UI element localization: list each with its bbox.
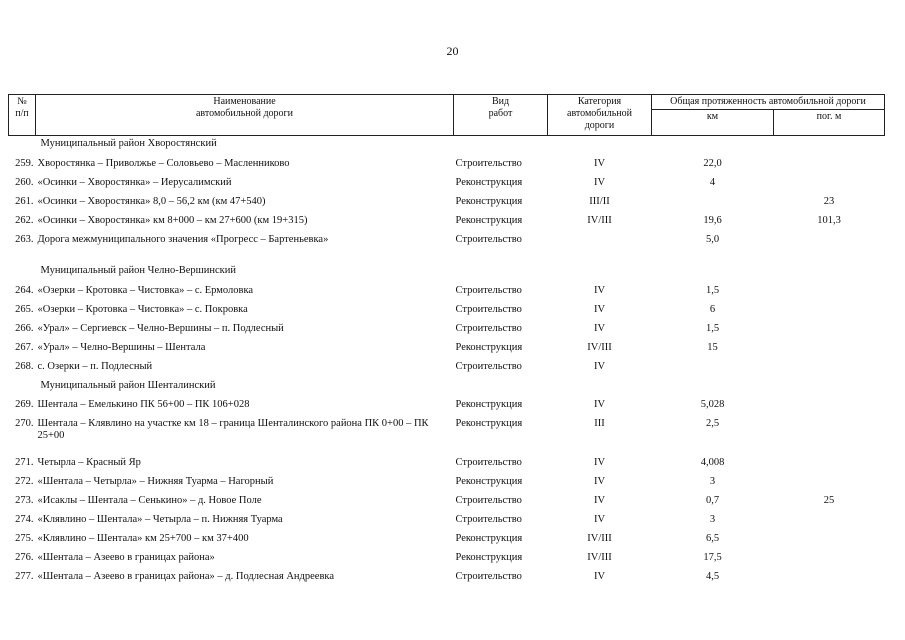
road-row bbox=[9, 397, 885, 416]
road-name: «Шентала – Азеево в границах района» – д. Подлесная Андреевка bbox=[37, 570, 335, 582]
road-row bbox=[9, 283, 885, 302]
length-km: 17,5 bbox=[703, 551, 722, 563]
header-category: Категория автомобильной дороги bbox=[548, 95, 652, 136]
road-name: «Озерки – Кротовка – Чистовка» – с. Ермоловка bbox=[37, 284, 254, 296]
header-km: км bbox=[652, 110, 774, 136]
road-category: IV bbox=[593, 513, 606, 525]
length-km: 19,6 bbox=[703, 214, 722, 226]
table-body bbox=[9, 136, 885, 588]
road-row bbox=[9, 569, 885, 588]
road-category: IV/III bbox=[587, 532, 612, 544]
work-type: Строительство bbox=[455, 157, 522, 169]
length-km: 4,5 bbox=[705, 570, 720, 582]
work-type: Реконструкция bbox=[455, 398, 523, 410]
road-name: Шентала – Емелькино ПК 56+00 – ПК 106+028 bbox=[37, 398, 250, 410]
road-row bbox=[9, 321, 885, 340]
header-pm: пог. м bbox=[774, 110, 885, 136]
road-name: «Клявлино – Шентала» км 25+700 – км 37+400 bbox=[37, 532, 249, 544]
length-km: 4,008 bbox=[700, 456, 725, 468]
road-name: Шентала – Клявлино на участке км 18 – граница Шенталинского района ПК 0+00 – ПК 25+00 bbox=[37, 417, 429, 441]
road-number: 276. bbox=[15, 551, 34, 563]
road-row bbox=[9, 175, 885, 194]
length-pm: 25 bbox=[823, 494, 835, 506]
length-km: 2,5 bbox=[705, 417, 720, 429]
road-name: «Озерки – Кротовка – Чистовка» – с. Покровка bbox=[37, 303, 248, 315]
work-type: Реконструкция bbox=[455, 532, 523, 544]
road-number: 260. bbox=[15, 176, 34, 188]
length-km: 6 bbox=[709, 303, 716, 315]
length-pm bbox=[774, 550, 885, 569]
length-km: 0,7 bbox=[705, 494, 720, 506]
road-number: 261. bbox=[15, 195, 34, 207]
header-road-name: Наименование автомобильной дороги bbox=[36, 95, 454, 136]
road-category bbox=[548, 232, 652, 263]
road-category: IV/III bbox=[587, 551, 612, 563]
length-km: 5,0 bbox=[705, 233, 720, 245]
length-pm: 101,3 bbox=[817, 214, 841, 226]
road-name: «Клявлино – Шентала» – Четырла – п. Нижняя Туарма bbox=[37, 513, 283, 525]
roads-table bbox=[8, 94, 885, 588]
road-name: «Исаклы – Шентала – Сенькино» – д. Новое Поле bbox=[37, 494, 262, 506]
district-name: Муниципальный район Хворостянский bbox=[40, 138, 217, 149]
length-km: 3 bbox=[709, 475, 716, 487]
road-number: 259. bbox=[15, 157, 34, 169]
header-length-group: Общая протяженность автомобильной дороги bbox=[652, 95, 885, 110]
road-row bbox=[9, 194, 885, 213]
road-row bbox=[9, 232, 885, 263]
road-category: IV bbox=[593, 570, 606, 582]
work-type: Строительство bbox=[455, 284, 522, 296]
length-pm bbox=[774, 359, 885, 378]
road-number: 270. bbox=[15, 417, 34, 429]
road-category: IV bbox=[593, 176, 606, 188]
road-name: Четырла – Красный Яр bbox=[37, 456, 141, 468]
road-name: с. Озерки – п. Подлесный bbox=[37, 360, 153, 372]
road-row bbox=[9, 302, 885, 321]
road-category: III bbox=[594, 417, 605, 429]
road-row bbox=[9, 156, 885, 175]
district-name: Муниципальный район Шенталинский bbox=[40, 379, 216, 391]
road-number: 269. bbox=[15, 398, 34, 410]
work-type: Строительство bbox=[455, 494, 522, 506]
road-category: IV bbox=[593, 494, 606, 506]
road-number: 262. bbox=[15, 214, 34, 226]
table-header bbox=[9, 95, 885, 136]
work-type: Реконструкция bbox=[455, 475, 523, 487]
road-category: III/II bbox=[589, 195, 610, 207]
length-pm bbox=[774, 569, 885, 588]
road-category: IV bbox=[593, 322, 606, 334]
work-type: Реконструкция bbox=[455, 195, 523, 207]
road-name: Дорога межмуниципального значения «Прогресс – Бартеньевка» bbox=[37, 233, 329, 245]
work-type: Строительство bbox=[455, 233, 522, 245]
work-type: Строительство bbox=[455, 360, 522, 372]
road-number: 275. bbox=[15, 532, 34, 544]
length-pm bbox=[774, 397, 885, 416]
road-number: 265. bbox=[15, 303, 34, 315]
road-number: 277. bbox=[15, 570, 34, 582]
road-row bbox=[9, 493, 885, 512]
work-type: Строительство bbox=[455, 303, 522, 315]
road-name: «Шентала – Четырла» – Нижняя Туарма – Нагорный bbox=[37, 475, 274, 487]
road-number: 274. bbox=[15, 513, 34, 525]
road-name: Хворостянка – Приволжье – Соловьево – Масленниково bbox=[37, 157, 290, 169]
length-pm bbox=[774, 283, 885, 302]
road-number: 272. bbox=[15, 475, 34, 487]
work-type: Реконструкция bbox=[455, 551, 523, 563]
road-row bbox=[9, 531, 885, 550]
road-category: IV bbox=[593, 157, 606, 169]
district-row bbox=[9, 136, 885, 156]
road-row bbox=[9, 213, 885, 232]
road-number: 267. bbox=[15, 341, 34, 353]
length-pm bbox=[774, 531, 885, 550]
length-pm bbox=[774, 512, 885, 531]
road-category: IV bbox=[593, 303, 606, 315]
road-row bbox=[9, 359, 885, 378]
length-pm bbox=[774, 232, 885, 263]
length-pm bbox=[774, 321, 885, 340]
road-category: IV bbox=[593, 475, 606, 487]
length-km: 1,5 bbox=[705, 322, 720, 334]
road-row bbox=[9, 550, 885, 569]
length-pm bbox=[774, 455, 885, 474]
road-number: 268. bbox=[15, 360, 34, 372]
road-row bbox=[9, 340, 885, 359]
length-pm bbox=[774, 416, 885, 455]
road-category: IV/III bbox=[587, 214, 612, 226]
length-pm bbox=[774, 340, 885, 359]
road-row bbox=[9, 416, 885, 455]
length-pm bbox=[774, 175, 885, 194]
road-name: «Урал» – Сергиевск – Челно-Вершины – п. Подлесный bbox=[37, 322, 284, 334]
length-km: 5,028 bbox=[700, 398, 725, 410]
work-type: Реконструкция bbox=[455, 176, 523, 188]
district-row bbox=[9, 378, 885, 397]
work-type: Реконструкция bbox=[455, 341, 523, 353]
road-name: «Осинки – Хворостянка» 8,0 – 56,2 км (км 47+540) bbox=[37, 195, 266, 207]
road-row bbox=[9, 474, 885, 493]
work-type: Строительство bbox=[455, 513, 522, 525]
length-km: 6,5 bbox=[705, 532, 720, 544]
road-name: «Шентала – Азеево в границах района» bbox=[37, 551, 215, 563]
road-category: IV/III bbox=[587, 341, 612, 353]
work-type: Строительство bbox=[455, 456, 522, 468]
length-pm: 23 bbox=[823, 195, 835, 207]
work-type: Строительство bbox=[455, 322, 522, 334]
road-number: 271. bbox=[15, 456, 34, 468]
road-category: IV bbox=[593, 456, 606, 468]
road-category: IV bbox=[593, 360, 606, 372]
length-km: 1,5 bbox=[705, 284, 720, 296]
length-km: 3 bbox=[709, 513, 716, 525]
road-category: IV bbox=[593, 398, 606, 410]
work-type: Реконструкция bbox=[455, 417, 523, 429]
district-row bbox=[9, 263, 885, 283]
road-number: 266. bbox=[15, 322, 34, 334]
work-type: Реконструкция bbox=[455, 214, 523, 226]
road-row bbox=[9, 455, 885, 474]
length-pm bbox=[774, 302, 885, 321]
road-category: IV bbox=[593, 284, 606, 296]
road-number: 264. bbox=[15, 284, 34, 296]
road-number: 263. bbox=[15, 233, 34, 245]
page-number: 20 bbox=[446, 44, 459, 58]
length-km bbox=[652, 359, 774, 378]
road-name: «Урал» – Челно-Вершины – Шентала bbox=[37, 341, 206, 353]
road-name: «Осинки – Хворостянка» – Иерусалимский bbox=[37, 176, 232, 188]
length-pm bbox=[774, 156, 885, 175]
road-row bbox=[9, 512, 885, 531]
length-km: 15 bbox=[707, 341, 718, 353]
header-work-type: Вид работ bbox=[454, 95, 548, 136]
road-number: 273. bbox=[15, 494, 34, 506]
work-type: Строительство bbox=[455, 570, 522, 582]
length-km bbox=[652, 194, 774, 213]
length-pm bbox=[774, 474, 885, 493]
length-km: 4 bbox=[709, 176, 716, 188]
road-name: «Осинки – Хворостянка» км 8+000 – км 27+600 (км 19+315) bbox=[37, 214, 308, 226]
header-num: № п/п bbox=[9, 95, 36, 136]
length-km: 22,0 bbox=[703, 157, 722, 169]
district-name: Муниципальный район Челно-Вершинский bbox=[40, 264, 236, 276]
